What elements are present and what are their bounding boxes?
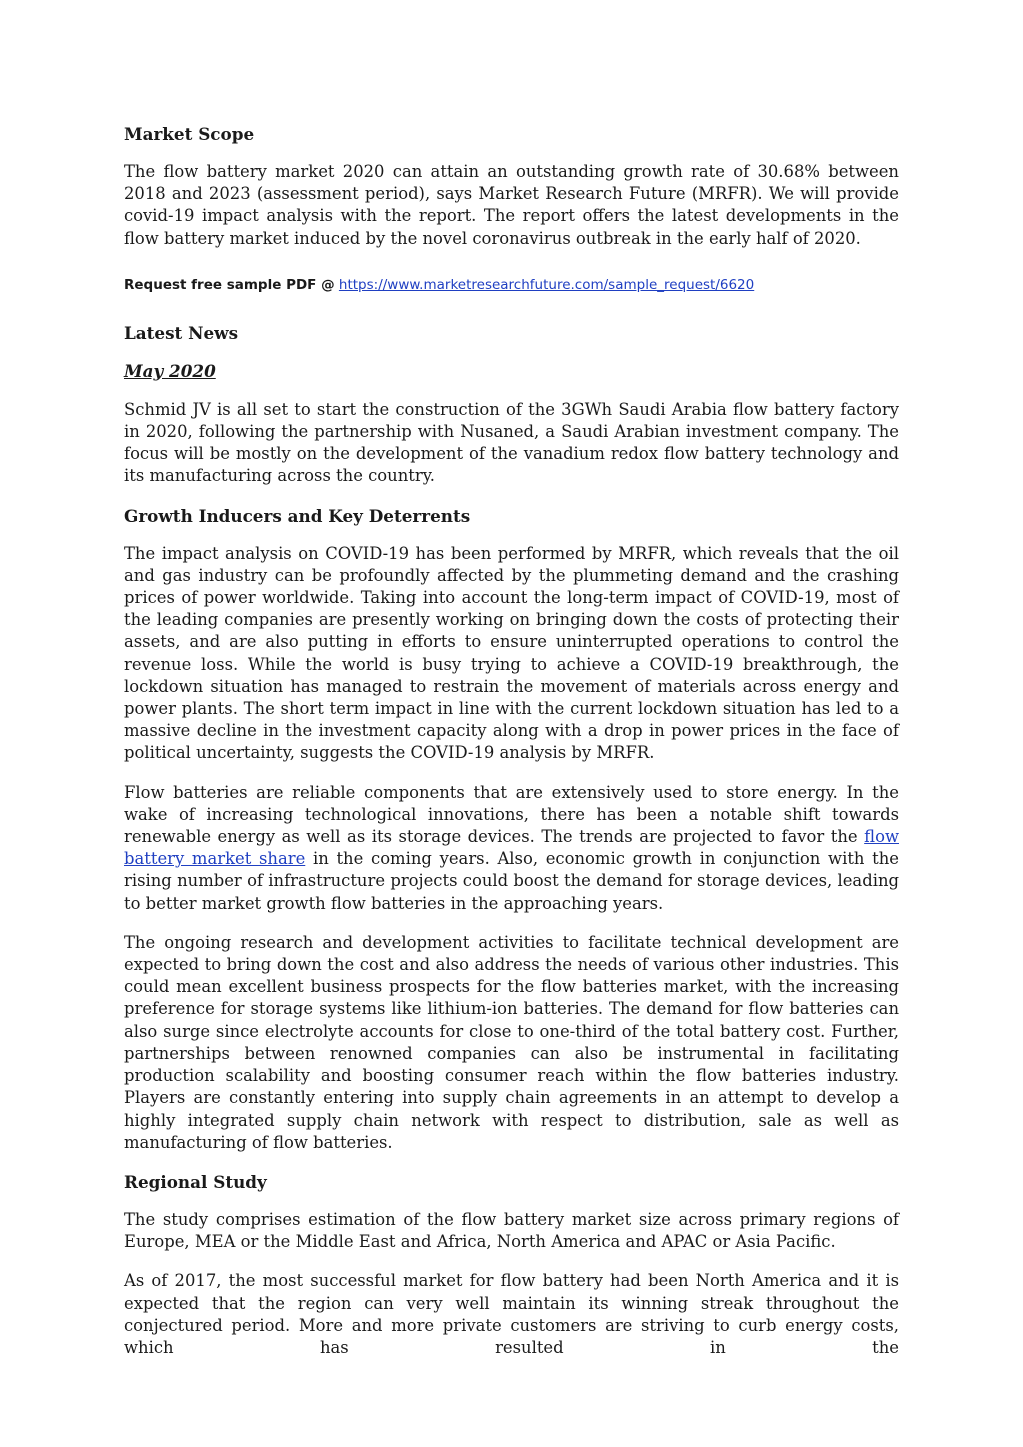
regional-study-heading: Regional Study [124,1171,267,1192]
latest-news-heading: Latest News [124,322,239,343]
growth-paragraph-2 [124,782,899,915]
growth-paragraph-3: The ongoing research and development activities to facilitate technical development are expected to bring down the cost and also address the needs of various other industries. This could mean excellent business prospects for the flow batteries market, with the increasing preference for storage systems like lithium-ion batteries. The demand for flow batteries can also surge since electrolyte accounts for close to one-third of the total battery cost. Further, partnerships between renowned companies can also be instrumental in facilitating production scalability and boosting consumer reach within the flow batteries industry. Players are constantly entering into supply chain agreements in an attempt to develop a highly integrated supply chain network with respect to distribution, sale as well as manufacturing of flow batteries. [124,932,899,1152]
news-date: May 2020 [124,360,216,381]
market-scope-heading: Market Scope [124,124,255,144]
request-sample-line [124,276,899,294]
growth-paragraph-2-before: Flow batteries are reliable components that are extensively used to store energy. In the wake of increasing technological innovations, there has been a notable shift towards renewable energy as well as its storage devices. The trends are projected to favor the [124,782,899,847]
market-scope-paragraph: The flow battery market 2020 can attain an outstanding growth rate of 30.68% between 2018 and 2023 (assessment period), says Market Research Future (MRFR). We will provide covid-19 impact analysis with the report. The report offers the latest developments in the flow battery market induced by the novel coronavirus outbreak in the early half of 2020. [124,162,899,248]
regional-paragraph-2: As of 2017, the most successful market for flow battery had been North America and it is expected that the region can very well maintain its winning streak throughout the conjectured period. More and more private customers are striving to curb energy costs, which has resulted in the [124,1271,899,1357]
latest-news-paragraph: Schmid JV is all set to start the construction of the 3GWh Saudi Arabia flow battery factory in 2020, following the partnership with Nusaned, a Saudi Arabian investment company. The focus will be mostly on the development of the vanadium redox flow battery technology and its manufacturing across the country. [124,399,899,486]
market-share-link[interactable]: flow battery market share [124,827,899,869]
regional-paragraph-1: The study comprises estimation of the flow battery market size across primary regions of Europe, MEA or the Middle East and Africa, North America and APAC or Asia Pacific. [124,1209,899,1252]
growth-heading: Growth Inducers and Key Deterrents [124,505,471,526]
growth-paragraph-2-after: in the coming years. Also, economic growth in conjunction with the rising number of infrastructure projects could boost the demand for storage devices, leading to better market growth flow batteries in the approaching years. [124,849,900,913]
request-sample-label: Request free sample PDF @ [124,276,335,293]
document-page [124,123,899,1359]
growth-paragraph-1: The impact analysis on COVID-19 has been performed by MRFR, which reveals that the oil and gas industry can be profoundly affected by the plummeting demand and the crashing prices of power worldwide. Taking into account the long-term impact of COVID-19, most of the leading companies are presently working on bringing down the costs of protecting their assets, and are also putting in efforts to ensure uninterrupted operations to control the revenue loss. While the world is busy trying to achieve a COVID-19 breakthrough, the lockdown situation has managed to restrain the movement of materials across energy and power plants. The short term impact in line with the current lockdown situation has led to a massive decline in the investment capacity along with a drop in power prices in the face of political uncertainty, suggests the COVID-19 analysis by MRFR. [124,543,899,763]
sample-request-link[interactable]: https://www.marketresearchfuture.com/sample_request/6620 [338,276,755,293]
